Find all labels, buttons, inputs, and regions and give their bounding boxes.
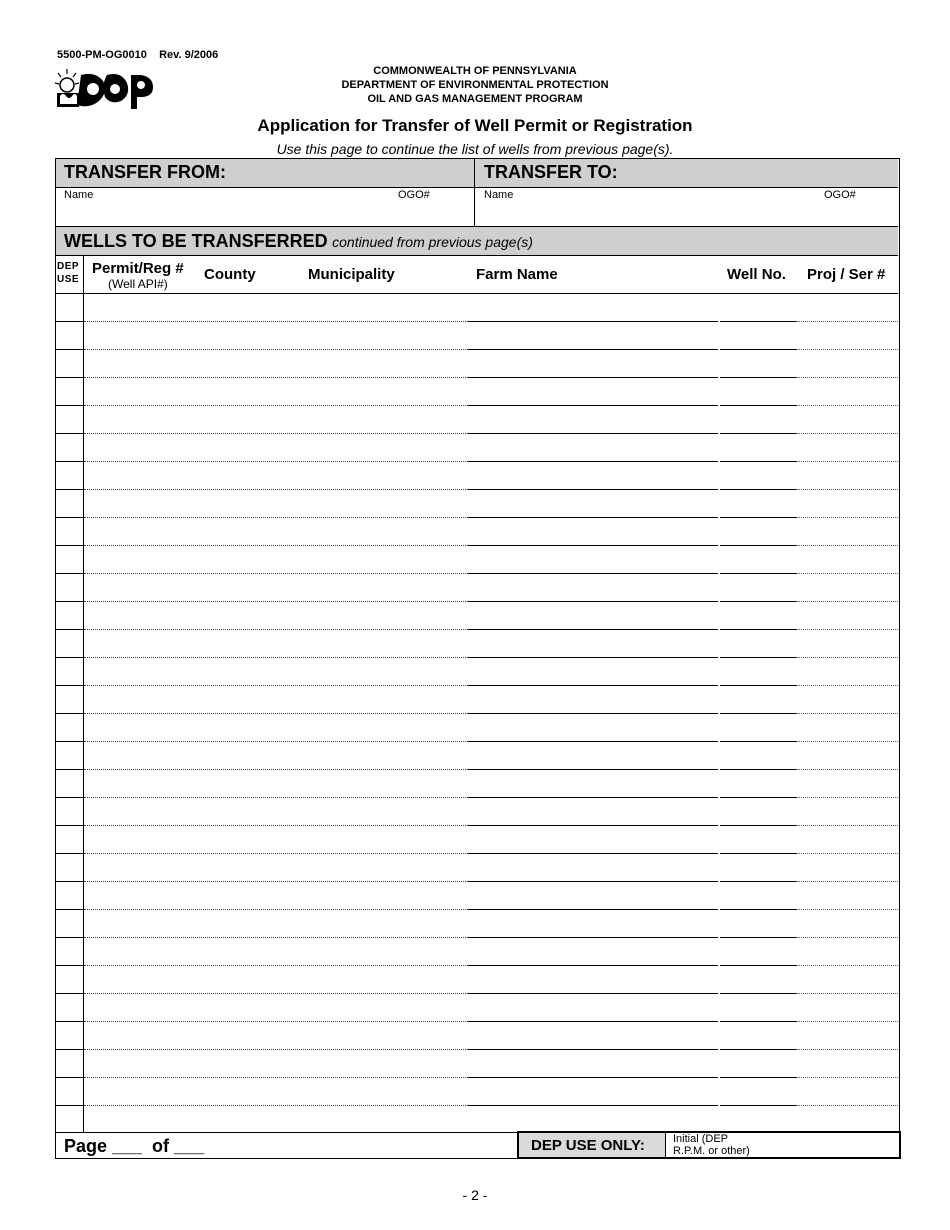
wells-heading-note: continued from previous page(s) xyxy=(332,234,533,250)
table-row[interactable] xyxy=(56,293,898,321)
table-row[interactable] xyxy=(56,1105,898,1133)
to-ogo-label: OGO# xyxy=(824,189,856,201)
table-row[interactable] xyxy=(56,321,898,349)
dep-use-label-2: USE xyxy=(57,274,80,285)
agency-line-1: COMMONWEALTH OF PENNSYLVANIA xyxy=(373,65,577,77)
page-of-label: Page ___ of ___ xyxy=(64,1136,205,1156)
table-row[interactable] xyxy=(56,657,898,685)
table-row[interactable] xyxy=(56,965,898,993)
initial-label-2: R.P.M. or other) xyxy=(673,1145,750,1157)
from-name-label: Name xyxy=(64,189,94,201)
col-permit-sub: (Well API#) xyxy=(108,277,168,291)
wells-heading: WELLS TO BE TRANSFERRED xyxy=(64,231,328,251)
table-row[interactable] xyxy=(56,909,898,937)
table-row[interactable] xyxy=(56,573,898,601)
initial-label-1: Initial (DEP xyxy=(673,1133,729,1145)
col-permit: Permit/Reg # xyxy=(92,260,184,277)
table-row[interactable] xyxy=(56,685,898,713)
to-name-field[interactable] xyxy=(478,201,896,223)
agency-line-3: OIL AND GAS MANAGEMENT PROGRAM xyxy=(367,93,583,105)
table-row[interactable] xyxy=(56,377,898,405)
table-row[interactable] xyxy=(56,881,898,909)
table-row[interactable] xyxy=(56,1049,898,1077)
table-row[interactable] xyxy=(56,713,898,741)
table-row[interactable] xyxy=(56,489,898,517)
table-row[interactable] xyxy=(56,769,898,797)
form-subtitle: Use this page to continue the list of wells from previous page(s). xyxy=(276,141,674,157)
table-row[interactable] xyxy=(56,629,898,657)
wells-table-body xyxy=(56,293,898,1133)
page-number: - 2 - xyxy=(462,1187,488,1203)
form-title: Application for Transfer of Well Permit or Registration xyxy=(257,116,693,135)
table-row[interactable] xyxy=(56,937,898,965)
dep-use-label-1: DEP xyxy=(57,261,80,272)
table-row[interactable] xyxy=(56,1077,898,1105)
table-row[interactable] xyxy=(56,993,898,1021)
initial-field[interactable] xyxy=(771,1135,897,1155)
table-row[interactable] xyxy=(56,601,898,629)
from-name-field[interactable] xyxy=(58,201,470,223)
wells-form xyxy=(55,158,900,1159)
table-row[interactable] xyxy=(56,825,898,853)
table-row[interactable] xyxy=(56,433,898,461)
transfer-from-heading: TRANSFER FROM: xyxy=(64,162,226,182)
transfer-to-heading: TRANSFER TO: xyxy=(484,162,618,182)
to-name-label: Name xyxy=(484,189,514,201)
table-row[interactable] xyxy=(56,545,898,573)
col-county: County xyxy=(204,266,256,283)
table-row[interactable] xyxy=(56,797,898,825)
col-well-no: Well No. xyxy=(727,266,786,283)
col-municipality: Municipality xyxy=(308,266,395,283)
agency-line-2: DEPARTMENT OF ENVIRONMENTAL PROTECTION xyxy=(341,79,609,91)
table-row[interactable] xyxy=(56,1021,898,1049)
from-ogo-label: OGO# xyxy=(398,189,430,201)
table-row[interactable] xyxy=(56,349,898,377)
table-row[interactable] xyxy=(56,741,898,769)
form-id: 5500-PM-OG0010 Rev. 9/2006 xyxy=(57,49,219,61)
table-row[interactable] xyxy=(56,853,898,881)
table-row[interactable] xyxy=(56,517,898,545)
col-farm-name: Farm Name xyxy=(476,266,558,283)
dep-use-only-box xyxy=(517,1131,901,1159)
col-proj-ser: Proj / Ser # xyxy=(807,266,886,283)
table-row[interactable] xyxy=(56,461,898,489)
dep-use-only-label: DEP USE ONLY: xyxy=(531,1137,645,1154)
agency-header xyxy=(0,64,950,106)
table-row[interactable] xyxy=(56,405,898,433)
